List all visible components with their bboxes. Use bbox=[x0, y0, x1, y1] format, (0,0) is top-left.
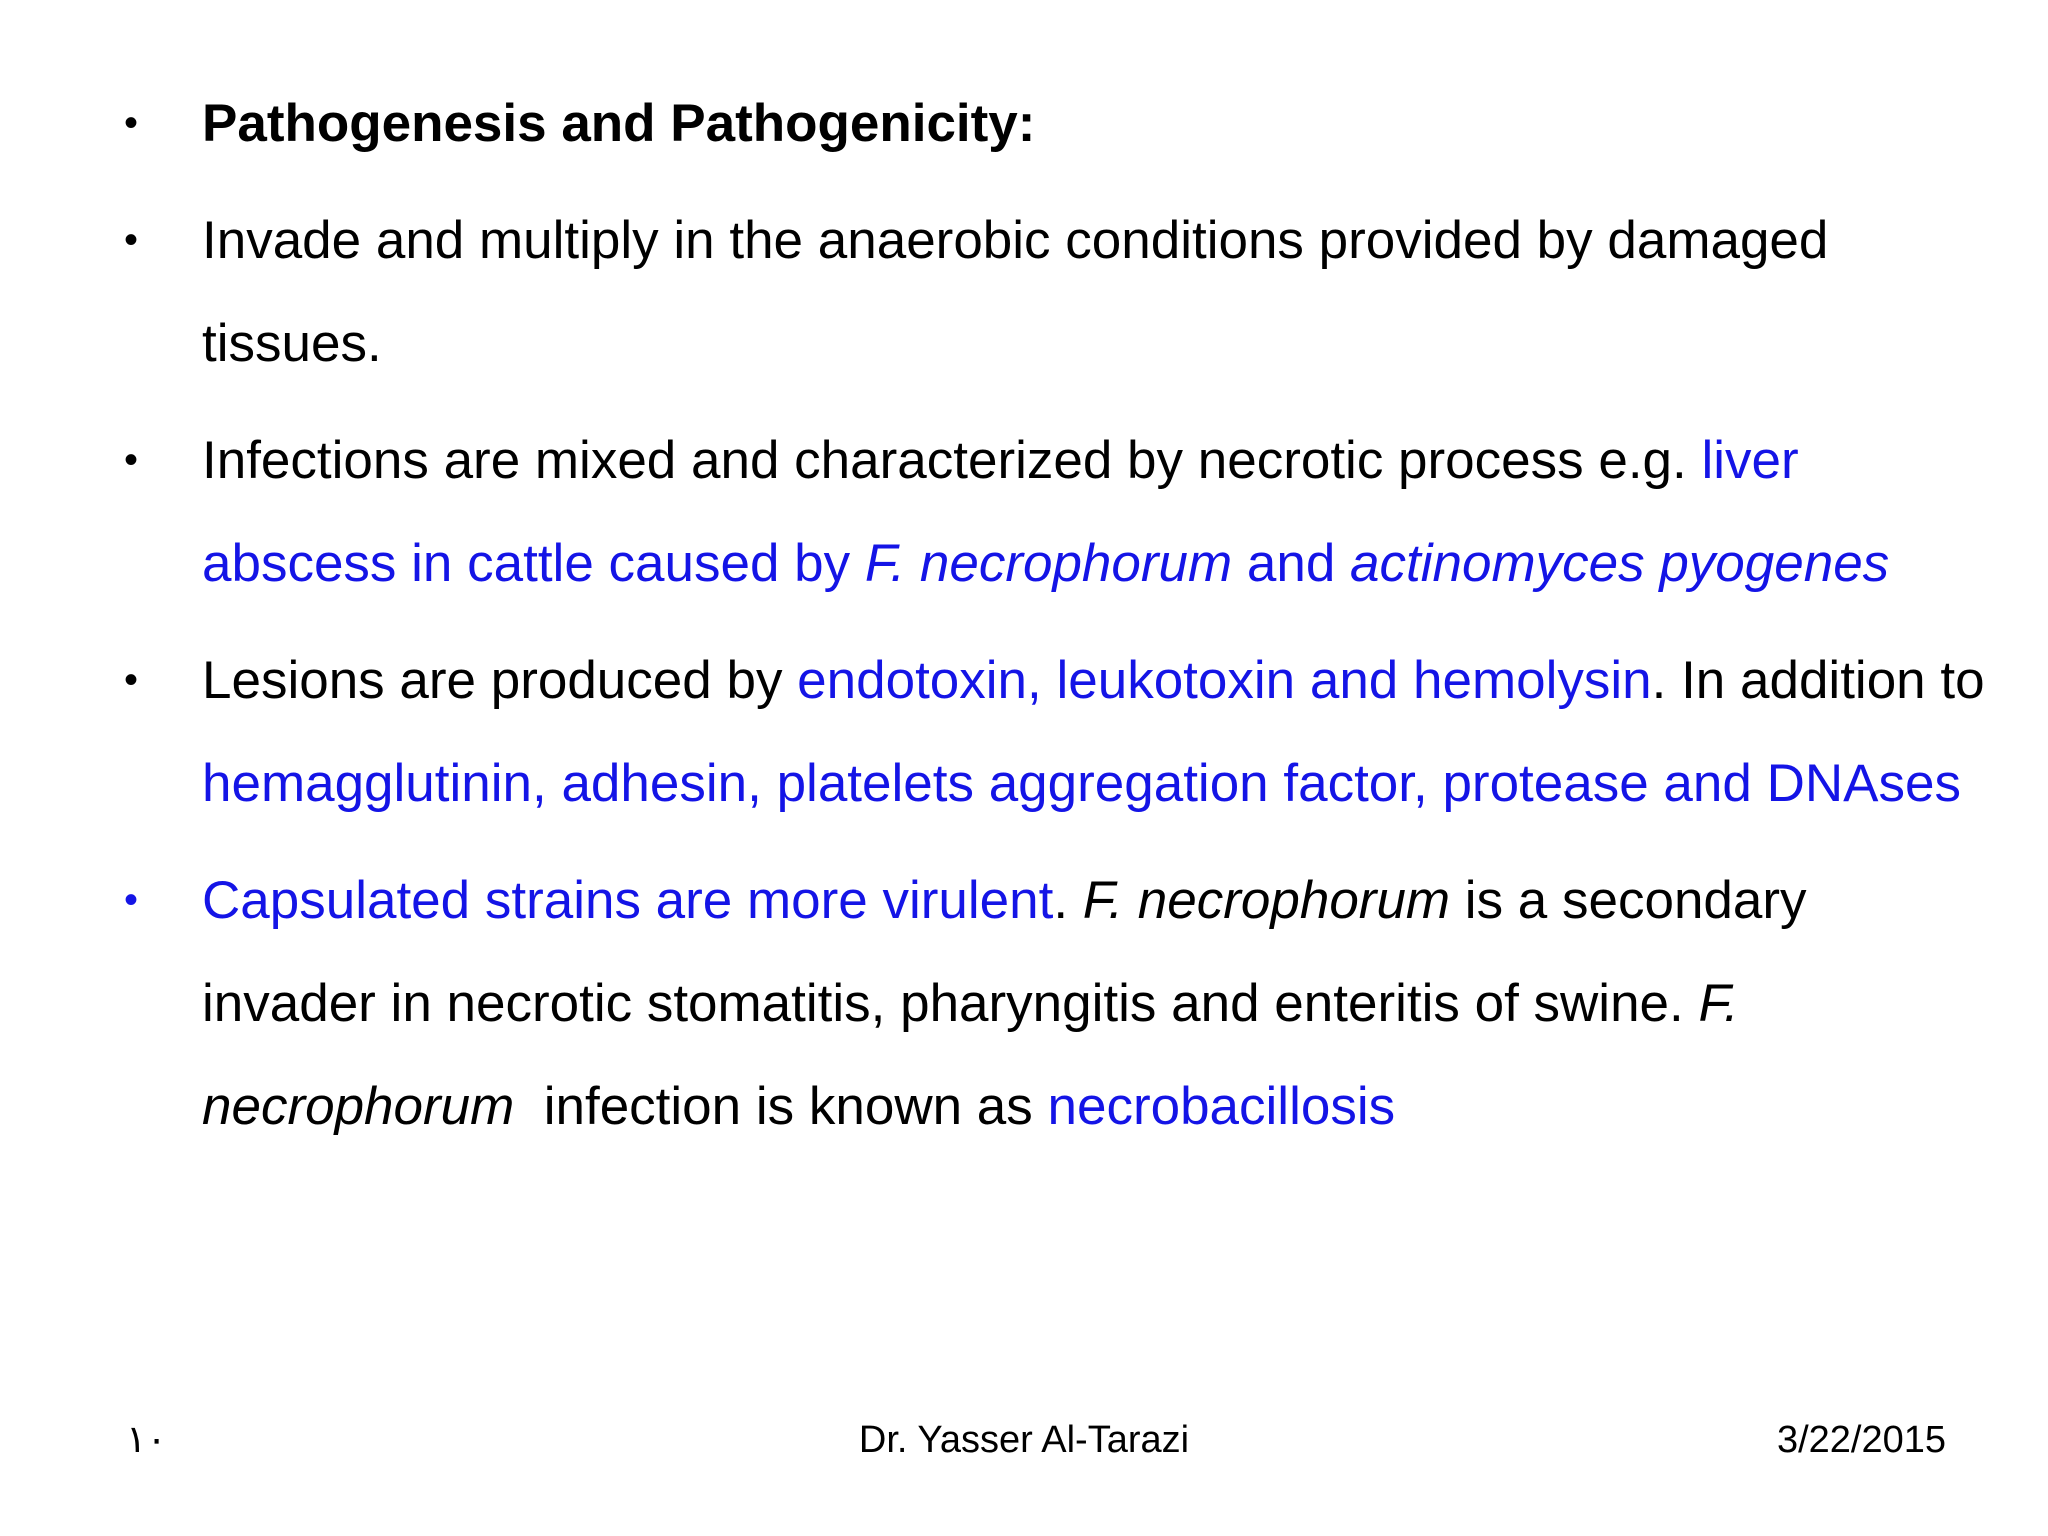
organism-name: F. necrophorum bbox=[202, 974, 1739, 1136]
bullet-dot-icon: • bbox=[124, 438, 139, 482]
bullet-text: Infections are mixed and characterized by necrotic process e.g. bbox=[202, 431, 1702, 490]
bullet-lesions bbox=[0, 629, 2048, 835]
bullet-dot-icon: • bbox=[124, 218, 139, 262]
organism-name: F. necrophorum bbox=[864, 534, 1233, 593]
organism-name: F. necrophorum bbox=[1082, 871, 1451, 930]
highlight-text: and bbox=[1232, 534, 1351, 593]
bullet-text: is a secondary invader in necrotic stomatitis, pharyngitis and enteritis of swine. bbox=[202, 871, 1807, 1033]
footer-author: Dr. Yasser Al-Tarazi bbox=[858, 1419, 1190, 1461]
footer-date: 3/22/2015 bbox=[1776, 1419, 1946, 1461]
slide-content bbox=[0, 72, 2048, 1172]
bullet-capsulated bbox=[0, 849, 2048, 1158]
bullet-text: infection is known as bbox=[514, 1077, 1048, 1136]
highlight-text: hemagglutinin, adhesin, platelets aggregation factor, protease and DNAses bbox=[202, 754, 1961, 813]
bullet-text: Lesions are produced by bbox=[202, 651, 798, 710]
slide-number: ١٠ bbox=[126, 1419, 167, 1461]
bullet-heading bbox=[0, 72, 2048, 175]
bullet-dot-icon: • bbox=[124, 101, 139, 145]
slide-footer bbox=[0, 1410, 2048, 1470]
highlight-text: necrobacillosis bbox=[1047, 1077, 1396, 1136]
bullet-dot-icon: • bbox=[124, 658, 139, 702]
bullet-infections bbox=[0, 409, 2048, 615]
bullet-text: . In addition to bbox=[1651, 651, 1985, 710]
bullet-text: Invade and multiply in the anaerobic conditions provided by damaged tissues. bbox=[202, 211, 1829, 373]
highlight-text: endotoxin, leukotoxin and hemolysin bbox=[797, 651, 1652, 710]
organism-name: actinomyces pyogenes bbox=[1350, 534, 1890, 593]
highlight-text: Capsulated strains are more virulent bbox=[202, 871, 1054, 930]
bullet-invade bbox=[0, 189, 2048, 395]
heading-text: Pathogenesis and Pathogenicity: bbox=[202, 94, 1036, 153]
bullet-dot-icon: • bbox=[124, 878, 139, 922]
highlight-text: liver abscess in cattle caused by bbox=[202, 431, 1799, 593]
bullet-text: . bbox=[1053, 871, 1083, 930]
